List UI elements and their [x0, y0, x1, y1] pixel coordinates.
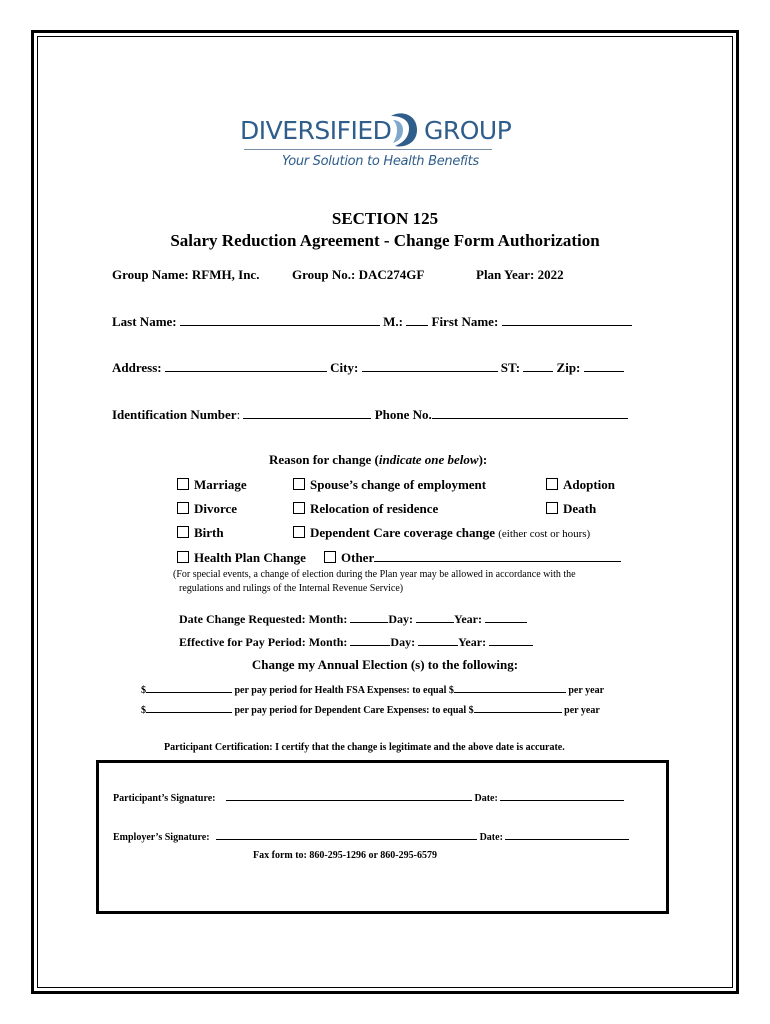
option-spouse-employment[interactable]: [293, 477, 486, 493]
option-death[interactable]: [546, 501, 596, 517]
divorce-label: Divorce: [194, 501, 238, 516]
company-logo: [240, 108, 520, 176]
reason-heading: [269, 452, 487, 468]
fsa-text: per pay period for Health FSA Expenses: to equal $: [234, 685, 454, 696]
section-title: SECTION 125: [331, 209, 439, 228]
dependent-care-label: Dependent Care coverage change: [310, 525, 495, 540]
participant-signature-row: [113, 790, 624, 804]
date-requested-label: Date Change Requested:: [179, 612, 306, 626]
requested-month-field[interactable]: [350, 612, 388, 623]
option-relocation[interactable]: [293, 501, 438, 517]
option-other[interactable]: [324, 550, 621, 566]
death-label: Death: [563, 501, 597, 516]
city-label: City:: [330, 360, 359, 375]
relocation-checkbox[interactable]: [293, 502, 305, 514]
id-number-label: Identification Number: [112, 407, 237, 422]
participant-certification: Participant Certification: I certify that the change is legitimate and the above date is accurate.: [164, 742, 565, 753]
effective-day-field[interactable]: [418, 635, 458, 646]
divorce-checkbox[interactable]: [177, 502, 189, 514]
requested-month-label: Month:: [308, 612, 348, 626]
city-field[interactable]: [362, 361, 498, 372]
logo-mark-icon: [385, 110, 423, 150]
id-number-field[interactable]: [243, 408, 371, 419]
effective-month-field[interactable]: [350, 635, 390, 646]
first-name-field[interactable]: [502, 315, 632, 326]
employer-date-field[interactable]: [505, 829, 629, 840]
reason-suffix: ):: [478, 452, 488, 467]
participant-date-label: Date:: [474, 793, 498, 804]
fsa-election-row: [141, 682, 604, 696]
option-divorce[interactable]: [177, 501, 237, 517]
other-label: Other: [341, 550, 375, 565]
address-field[interactable]: [165, 361, 327, 372]
phone-field[interactable]: [432, 408, 628, 419]
zip-label: Zip:: [556, 360, 581, 375]
requested-day-field[interactable]: [416, 612, 454, 623]
state-label: ST:: [500, 360, 521, 375]
address-label: Address:: [112, 360, 162, 375]
option-adoption[interactable]: [546, 477, 615, 493]
spouse-employment-label: Spouse’s change of employment: [310, 477, 487, 492]
election-heading: Change my Annual Election (s) to the following:: [251, 657, 519, 672]
other-checkbox[interactable]: [324, 551, 336, 563]
employer-signature-row: [113, 829, 629, 843]
effective-day-label: Day:: [390, 635, 416, 649]
group-name: Group Name: RFMH, Inc.: [112, 267, 260, 282]
special-events-note-line2: regulations and rulings of the Internal Revenue Service): [179, 583, 404, 594]
birth-label: Birth: [194, 525, 224, 540]
state-field[interactable]: [523, 361, 553, 372]
logo-rule: [244, 149, 492, 150]
participant-signature-field[interactable]: [226, 790, 472, 801]
other-field[interactable]: [374, 551, 621, 562]
first-name-label: First Name:: [431, 314, 499, 329]
fsa-per-year: per year: [568, 685, 605, 696]
option-health-plan[interactable]: [177, 550, 306, 566]
fsa-per-period-field[interactable]: [146, 682, 232, 693]
logo-tagline: Your Solution to Health Benefits: [282, 154, 479, 169]
dc-dollar-sign: $: [141, 705, 146, 716]
name-row: [112, 314, 632, 330]
option-birth[interactable]: [177, 525, 224, 541]
id-colon: :: [236, 407, 241, 422]
marriage-checkbox[interactable]: [177, 478, 189, 490]
reason-label: Reason for change (: [269, 452, 379, 467]
group-number: Group No.: DAC274GF: [292, 267, 425, 282]
zip-field[interactable]: [584, 361, 624, 372]
birth-checkbox[interactable]: [177, 526, 189, 538]
effective-period-row: [179, 635, 533, 650]
dependent-care-checkbox[interactable]: [293, 526, 305, 538]
participant-signature-label: Participant’s Signature:: [113, 793, 216, 804]
employer-signature-field[interactable]: [216, 829, 477, 840]
fax-instruction: Fax form to: 860-295-1296 or 860-295-6579: [253, 850, 437, 861]
effective-month-label: Month:: [308, 635, 348, 649]
date-requested-row: [179, 612, 527, 627]
relocation-label: Relocation of residence: [310, 501, 439, 516]
last-name-field[interactable]: [180, 315, 380, 326]
adoption-label: Adoption: [563, 477, 616, 492]
last-name-label: Last Name:: [112, 314, 177, 329]
plan-year: Plan Year: 2022: [476, 267, 564, 282]
middle-initial-label: M.:: [383, 314, 403, 329]
employer-signature-label: Employer’s Signature:: [113, 832, 210, 843]
spouse-employment-checkbox[interactable]: [293, 478, 305, 490]
dc-per-year: per year: [564, 705, 600, 716]
fsa-annual-field[interactable]: [454, 682, 566, 693]
dependent-care-election-row: [141, 702, 600, 716]
id-row: [112, 407, 628, 423]
fsa-dollar-sign: $: [141, 685, 146, 696]
death-checkbox[interactable]: [546, 502, 558, 514]
employer-date-label: Date:: [479, 832, 503, 843]
effective-year-field[interactable]: [489, 635, 533, 646]
effective-year-label: Year:: [458, 635, 487, 649]
health-plan-label: Health Plan Change: [194, 550, 306, 565]
form-title: Salary Reduction Agreement - Change Form Authorization: [170, 231, 600, 250]
participant-date-field[interactable]: [500, 790, 624, 801]
address-row: [112, 360, 624, 376]
logo-word-left: DIVERSIFIED: [240, 116, 392, 145]
requested-year-field[interactable]: [485, 612, 527, 623]
dc-annual-field[interactable]: [474, 702, 562, 713]
middle-initial-field[interactable]: [406, 315, 428, 326]
special-events-note-line1: (For special events, a change of election during the Plan year may be allowed in accordance with the: [173, 569, 576, 580]
effective-period-label: Effective for Pay Period:: [179, 635, 306, 649]
marriage-label: Marriage: [194, 477, 247, 492]
logo-word-right: GROUP: [424, 116, 512, 145]
requested-day-label: Day:: [388, 612, 413, 626]
dependent-care-note: (either cost or hours): [498, 528, 591, 540]
reason-hint: indicate one below: [378, 452, 479, 467]
requested-year-label: Year:: [454, 612, 482, 626]
option-marriage[interactable]: [177, 477, 247, 493]
health-plan-checkbox[interactable]: [177, 551, 189, 563]
option-dependent-care[interactable]: [293, 525, 590, 541]
dc-per-period-field[interactable]: [146, 702, 232, 713]
phone-label: Phone No.: [374, 407, 432, 422]
dc-text: per pay period for Dependent Care Expenses: to equal $: [234, 705, 474, 716]
adoption-checkbox[interactable]: [546, 478, 558, 490]
